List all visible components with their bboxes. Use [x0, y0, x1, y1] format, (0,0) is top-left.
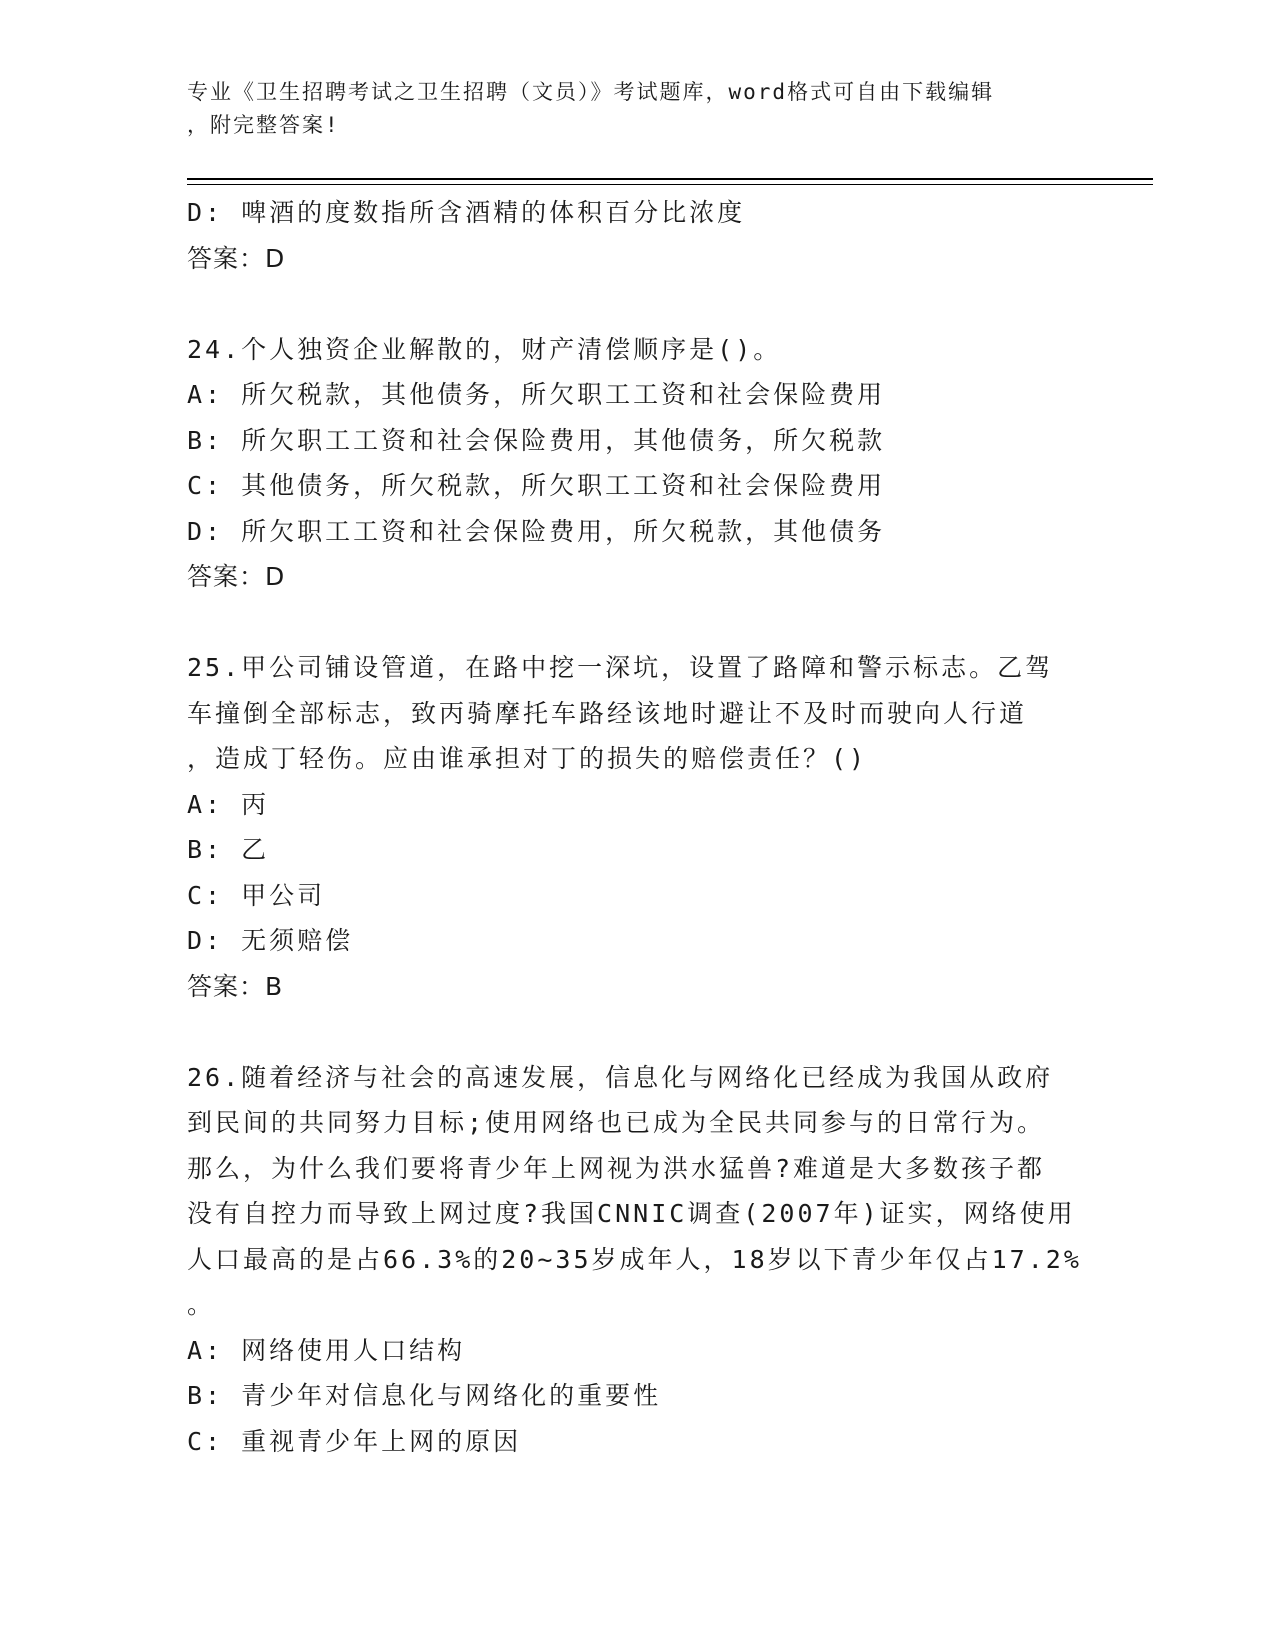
question-stem-line: 到民间的共同努力目标;使用网络也已成为全民共同参与的日常行为。 — [187, 1108, 1046, 1137]
option-c: C: 甲公司 — [187, 880, 326, 910]
question-23-tail — [187, 190, 1087, 281]
option-d: D: 啤酒的度数指所含酒精的体积百分比浓度 — [187, 198, 746, 227]
option-a: A: 网络使用人口结构 — [187, 1335, 466, 1365]
option-b: B: 乙 — [187, 835, 270, 864]
question-stem-line: 人口最高的是占66.3%的20~35岁成年人，18岁以下青少年仅占17.2% — [187, 1244, 1082, 1274]
question-stem-line: 没有自控力而导致上网过度?我国CNNIC调查(2007年)证实，网络使用 — [187, 1199, 1076, 1228]
question-stem-line: 。 — [187, 1290, 216, 1319]
question-stem: 24.个人独资企业解散的，财产清偿顺序是()。 — [187, 334, 782, 364]
header-line-2: ，附完整答案! — [187, 113, 340, 137]
spacer — [187, 281, 1087, 327]
question-24 — [187, 327, 1087, 600]
option-a: A: 所欠税款，其他债务，所欠职工工资和社会保险费用 — [187, 380, 886, 409]
spacer — [187, 600, 1087, 646]
document-body — [187, 190, 1087, 1464]
question-stem-line: 那么，为什么我们要将青少年上网视为洪水猛兽?难道是大多数孩子都 — [187, 1153, 1046, 1183]
question-stem-line: ，造成丁轻伤。应由谁承担对丁的损失的赔偿责任？() — [187, 744, 868, 773]
spacer — [187, 1009, 1087, 1055]
question-stem-line: 26.随着经济与社会的高速发展，信息化与网络化已经成为我国从政府 — [187, 1062, 1054, 1092]
option-c: C: 重视青少年上网的原因 — [187, 1426, 522, 1456]
question-stem-line: 25.甲公司铺设管道，在路中挖一深坑，设置了路障和警示标志。乙驾 — [187, 653, 1054, 682]
header-divider-thin — [187, 184, 1153, 185]
option-d: D: 所欠职工工资和社会保险费用，所欠税款，其他债务 — [187, 516, 886, 546]
document-header — [187, 76, 1067, 142]
option-c: C: 其他债务，所欠税款，所欠职工工资和社会保险费用 — [187, 471, 886, 500]
question-stem-line: 车撞倒全部标志，致丙骑摩托车路经该地时避让不及时而驶向人行道 — [187, 698, 1028, 728]
option-b: B: 青少年对信息化与网络化的重要性 — [187, 1381, 662, 1410]
header-divider-thick — [187, 178, 1153, 180]
header-line-1: 专业《卫生招聘考试之卫生招聘（文员）》考试题库，word格式可自由下载编辑 — [187, 80, 995, 104]
option-d: D: 无须赔偿 — [187, 926, 354, 955]
option-a: A: 丙 — [187, 789, 270, 819]
question-26 — [187, 1055, 1087, 1465]
answer: 答案：D — [187, 562, 286, 591]
question-25 — [187, 645, 1087, 1009]
answer: 答案：B — [187, 971, 284, 1001]
answer: 答案：D — [187, 243, 286, 273]
option-b: B: 所欠职工工资和社会保险费用，其他债务，所欠税款 — [187, 425, 886, 455]
